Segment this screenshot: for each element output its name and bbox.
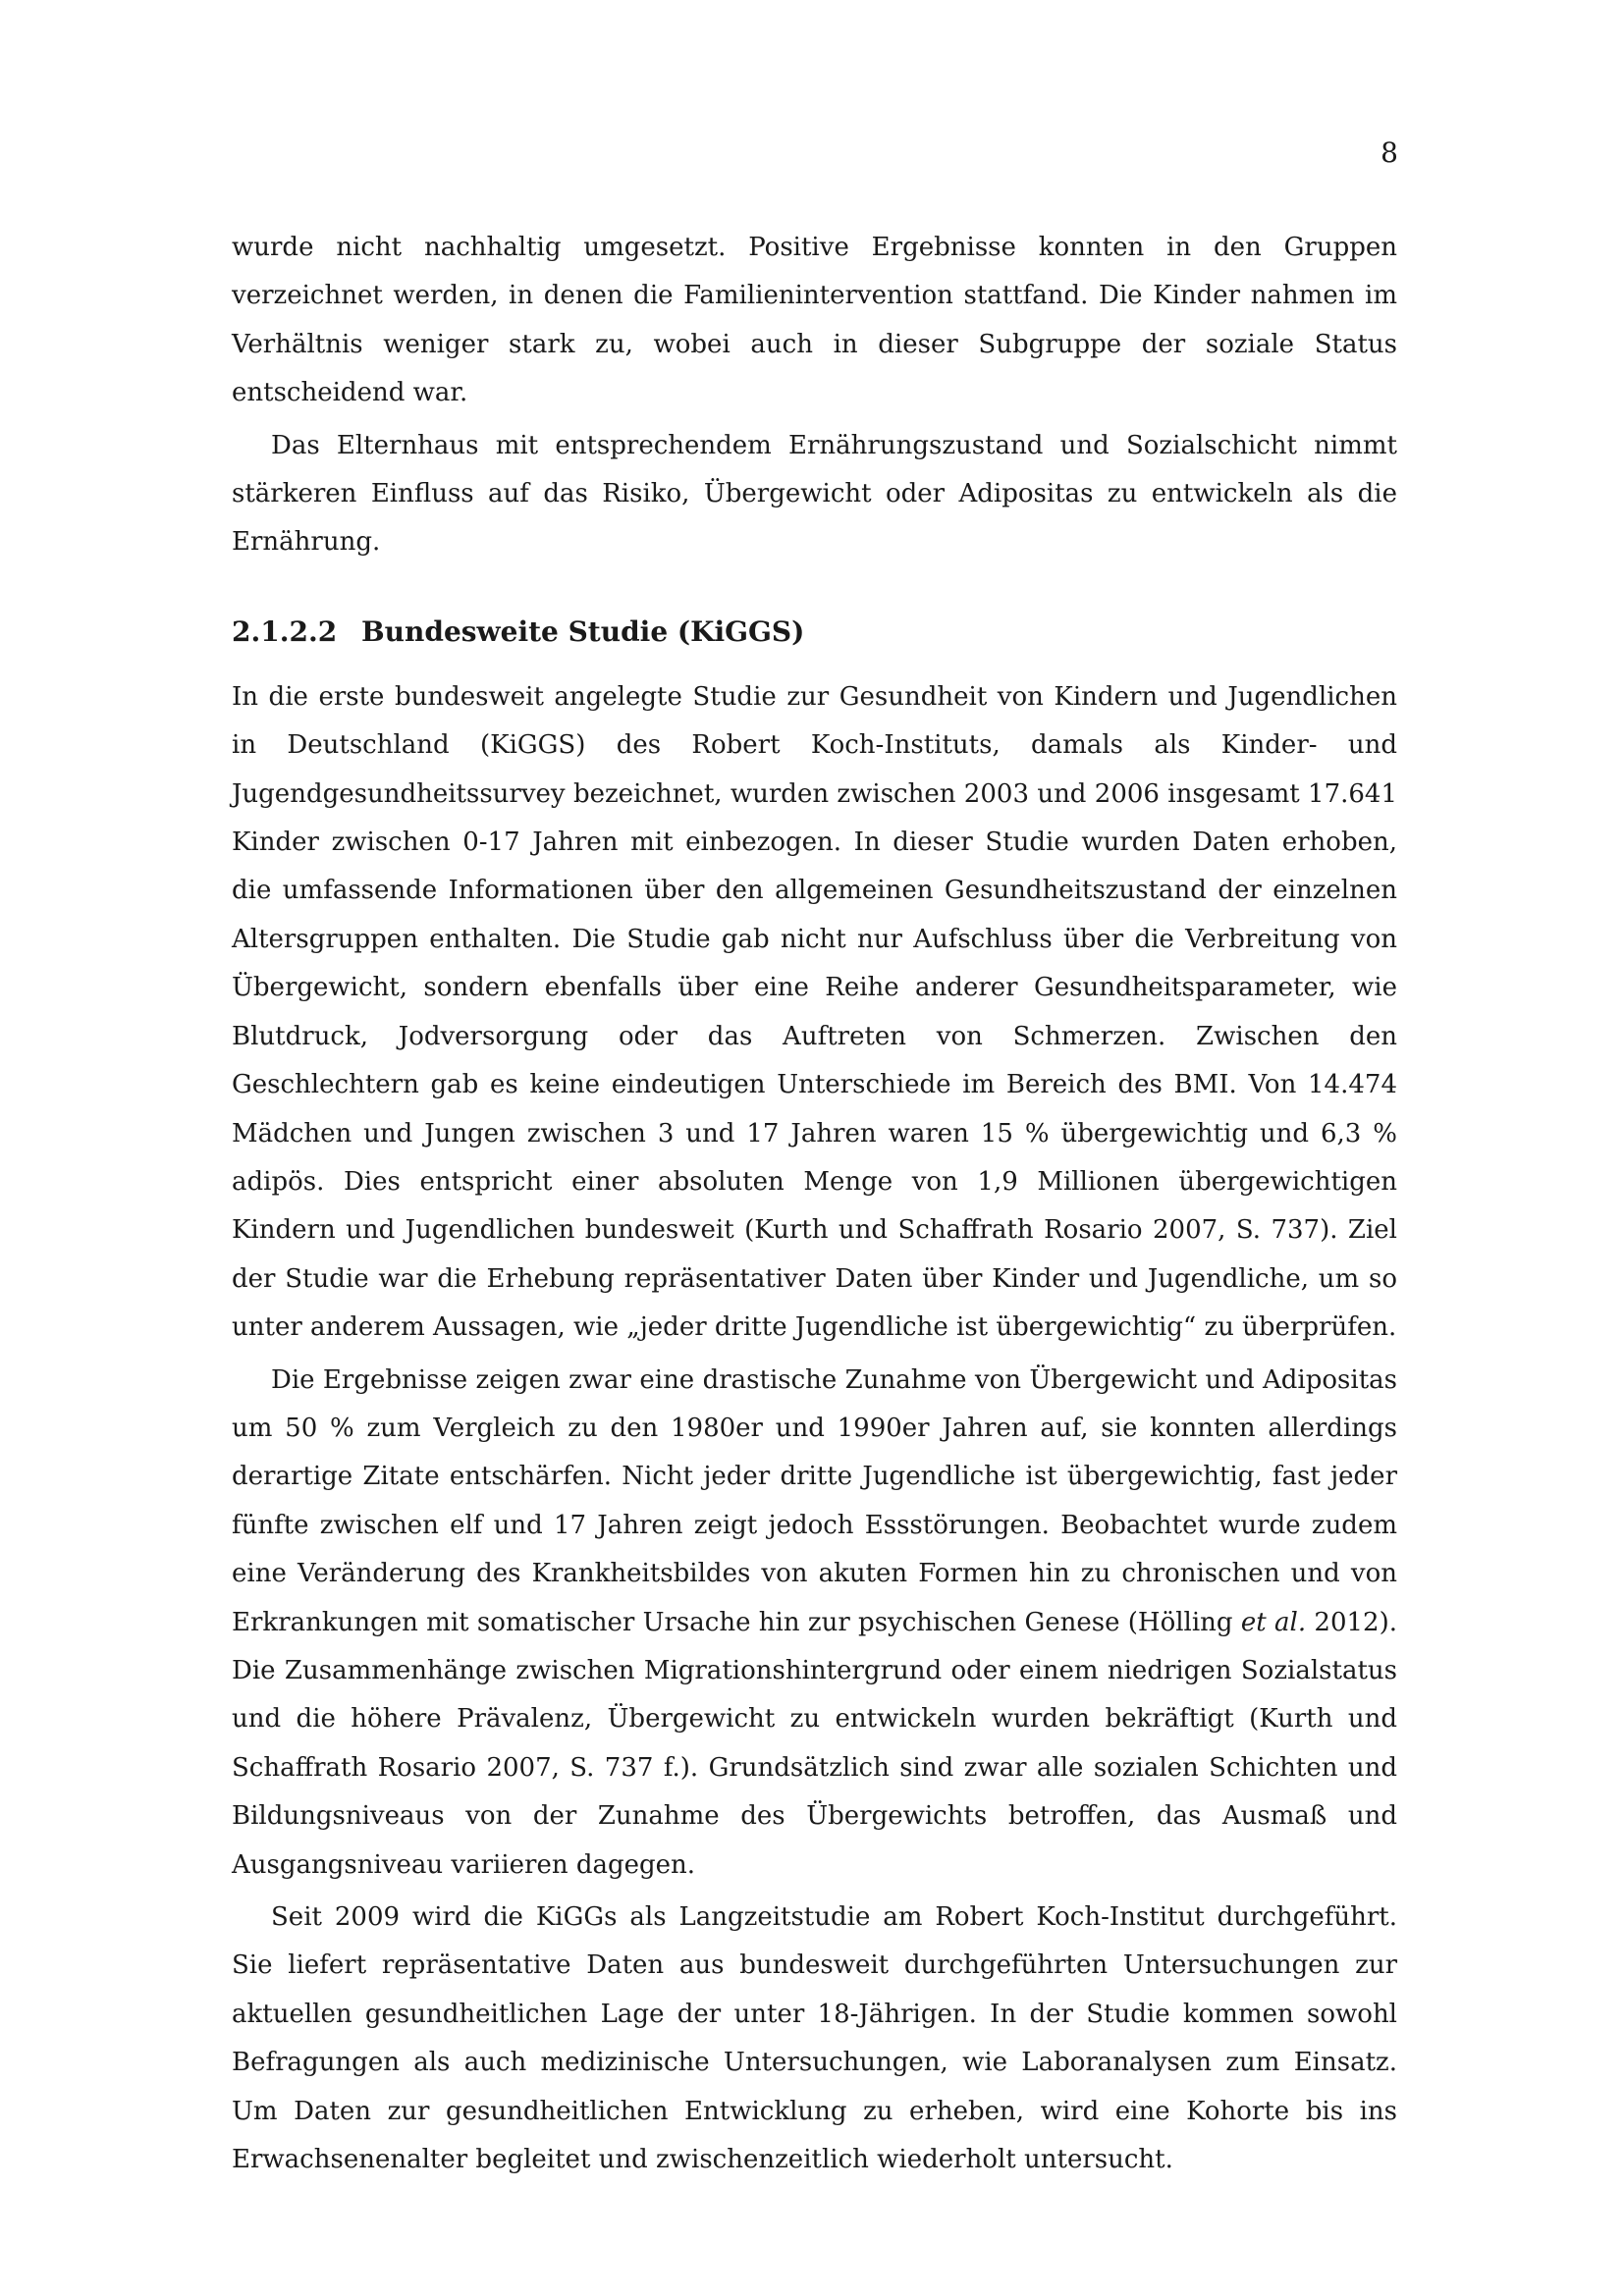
paragraph-ergebnisse-part-1: Die Ergebnisse zeigen zwar eine drastische Zunahme von Übergewicht und Adipositas um 50 % zum Vergleich zu den 1980er und 1990er Jahren auf, sie konnten allerdings derartige Zitate entschärfen. Nicht jeder dritte Jugendliche ist übergewichtig, fast jeder fünfte zwischen elf und 17 Jahren zeigt jedoch Essstörungen. Beobachtet wurde zudem eine Veränderung des Krankheitsbildes von akuten Formen hin zu chronischen und von Erkrankungen mit somatischer Ursache hin zur psychischen Genese (Hölling [232,1364,1397,1637]
paragraph-langzeitstudie: Seit 2009 wird die KiGGs als Langzeitstudie am Robert Koch-Institut durchgeführt. Sie liefert repräsentative Daten aus bundesweit durchgeführten Untersuchungen zur aktuellen gesundheitlichen Lage der unter 18-Jährigen. In der Studie kommen sowohl Befragungen als auch medizinische Untersuchungen, wie Laboranalysen zum Einsatz. Um Daten zur gesundheitlichen Entwicklung zu erheben, wird eine Kohorte bis ins Erwachsenenalter begleitet und zwischenzeitlich wiederholt untersucht. [232,1902,1397,2175]
paragraph-continuation: wurde nicht nachhaltig umgesetzt. Positive Ergebnisse konnten in den Gruppen verzeichnet werden, in denen die Familienintervention stattfand. Die Kinder nahmen im Verhältnis weniger stark zu, wobei auch in dieser Subgruppe der soziale Status entscheidend war. [232,233,1397,408]
page-number: 8 [1380,136,1398,169]
page-body [232,224,1397,2184]
section-heading [232,613,1397,652]
paragraph-ergebnisse [232,1357,1397,1890]
paragraph-elternhaus: Das Elternhaus mit entsprechendem Ernährungszustand und Sozialschicht nimmt stärkeren Einfluss auf das Risiko, Übergewicht oder Adipositas zu entwickeln als die Ernährung. [232,430,1397,558]
section-title: Bundesweite Studie (KiGGS) [361,614,805,648]
et-al-citation: et al. [1240,1607,1307,1637]
section-number: 2.1.2.2 [232,614,338,648]
paragraph-kiggs-intro: In die erste bundesweit angelegte Studie zur Gesundheit von Kindern und Jugendlichen in Deutschland (KiGGS) des Robert Koch-Instituts, damals als Kinder- und Jugendgesundheitssurvey bezeichnet, wurden zwischen 2003 und 2006 insgesamt 17.641 Kinder zwischen 0-17 Jahren mit einbezogen. In dieser Studie wurden Daten erhoben, die umfassende Informationen über den allgemeinen Gesundheitszustand der einzelnen Altersgruppen enthalten. Die Studie gab nicht nur Aufschluss über die Verbreitung von Übergewicht, sondern ebenfalls über eine Reihe anderer Gesundheitsparameter, wie Blutdruck, Jodversorgung oder das Auftreten von Schmerzen. Zwischen den Geschlechtern gab es keine eindeutigen Unterschiede im Bereich des BMI. Von 14.474 Mädchen und Jungen zwischen 3 und 17 Jahren waren 15 % übergewichtig und 6,3 % adipös. Dies entspricht einer absoluten Menge von 1,9 Millionen übergewichtigen Kindern und Jugendlichen bundesweit (Kurth und Schaffrath Rosario 2007, S. 737). Ziel der Studie war die Erhebung repräsentativer Daten über Kinder und Jugendliche, um so unter anderem Aussagen, wie „jeder dritte Jugendliche ist übergewichtig“ zu überprüfen. [232,681,1397,1343]
paragraph-ergebnisse-part-2: 2012). Die Zusammenhänge zwischen Migrationshintergrund oder einem niedrigen Sozialstatus und die höhere Prävalenz, Übergewicht zu entwickeln wurden bekräftigt (Kurth und Schaffrath Rosario 2007, S. 737 f.). Grundsätzlich sind zwar alle sozialen Schichten und Bildungsniveaus von der Zunahme des Übergewichts betroffen, das Ausmaß und Ausgangsniveau variieren dagegen. [232,1607,1398,1880]
